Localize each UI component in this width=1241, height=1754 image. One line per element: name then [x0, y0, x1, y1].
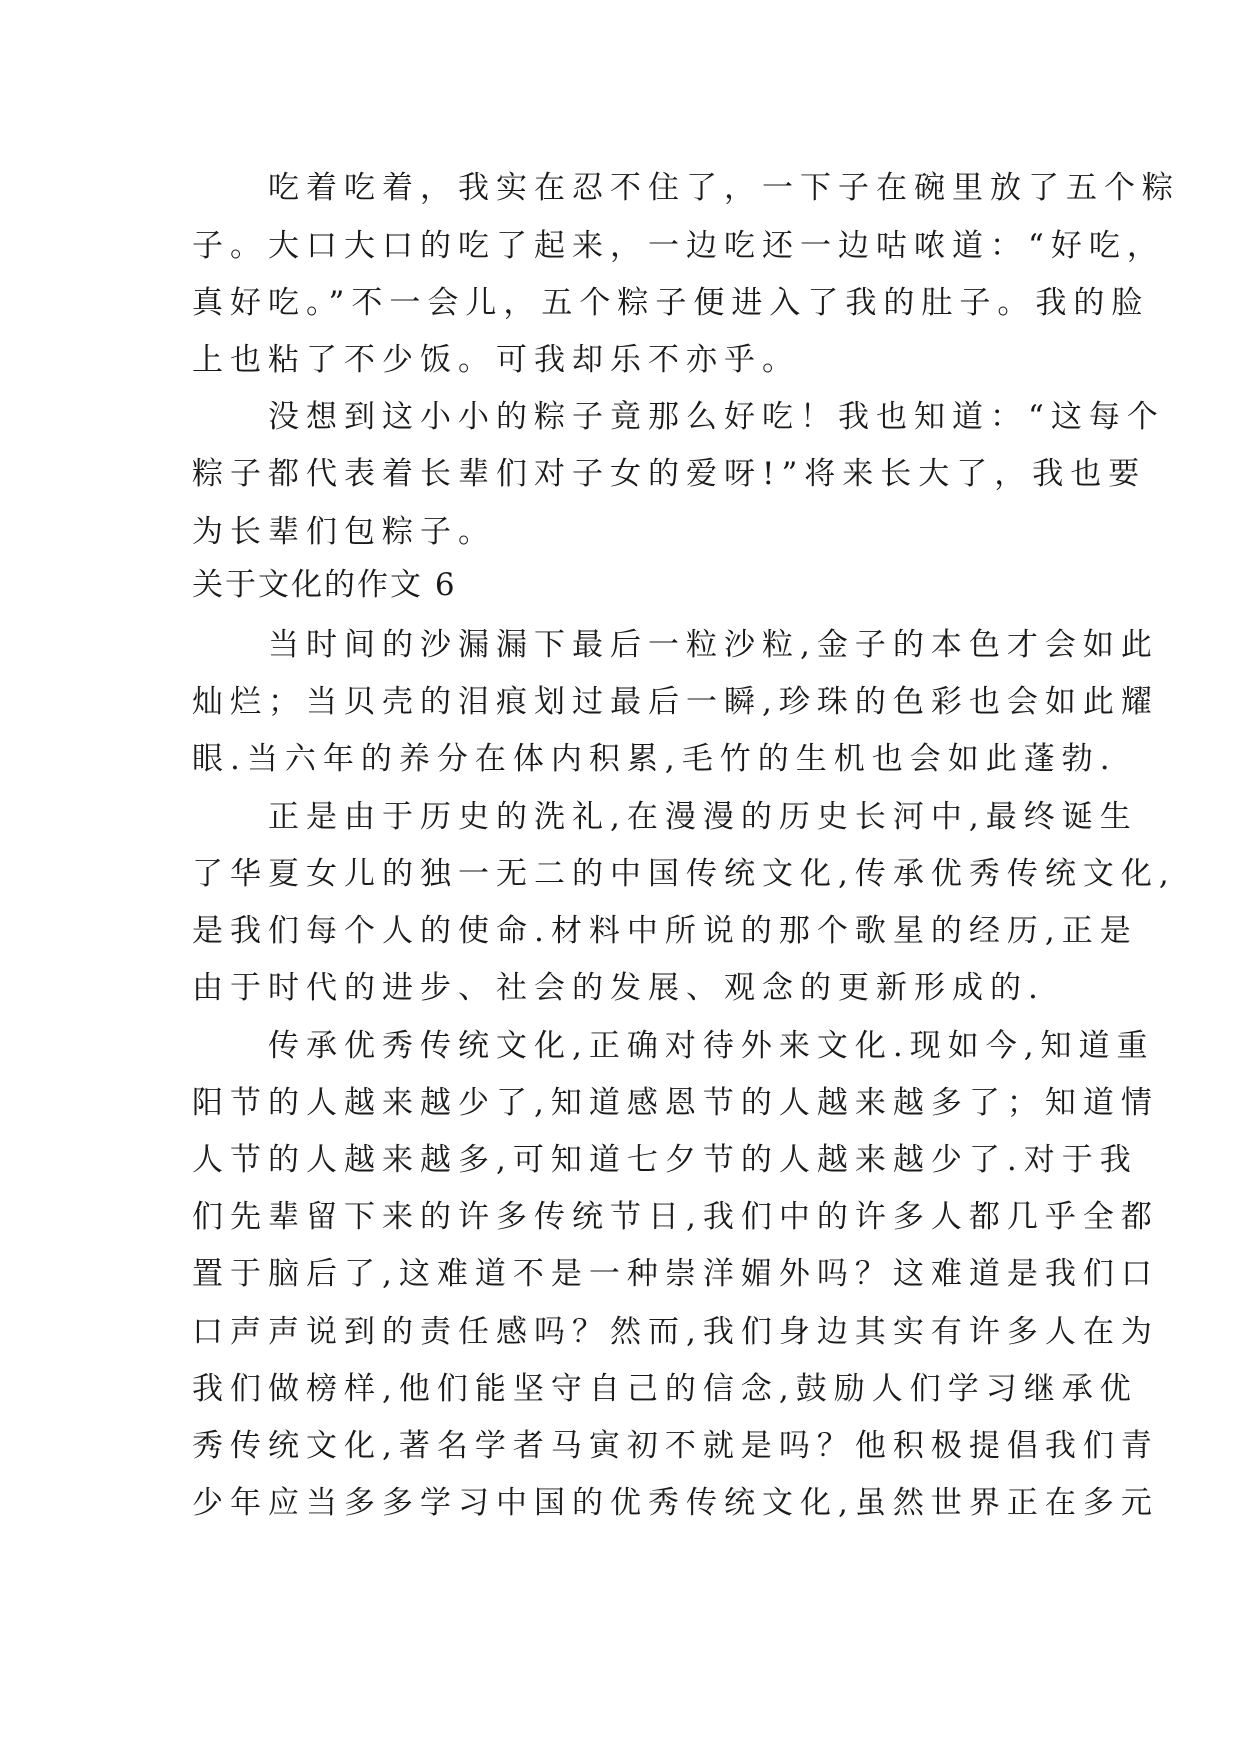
text-line: 置于脑后了,这难道不是一种崇洋媚外吗？这难道是我们口: [192, 1256, 1159, 1292]
text-line: 们先辈留下来的许多传统节日,我们中的许多人都几乎全都: [192, 1199, 1159, 1235]
text-line: 为长辈们包粽子。: [192, 514, 496, 550]
text-line: 吃着吃着，我实在忍不住了，一下子在碗里放了五个粽: [192, 170, 1180, 206]
section-heading: 关于文化的作文 6: [192, 567, 457, 603]
text-line: 没想到这小小的粽子竟那么好吃！我也知道：“这每个: [192, 399, 1165, 435]
text-line: 当时间的沙漏漏下最后一粒沙粒,金子的本色才会如此: [192, 627, 1159, 663]
text-line: 由于时代的进步、社会的发展、观念的更新形成的.: [192, 970, 1045, 1006]
text-line: 了华夏女儿的独一无二的中国传统文化,传承优秀传统文化,: [192, 856, 1176, 892]
text-line: 口声声说到的责任感吗？然而,我们身边其实有许多人在为: [192, 1314, 1159, 1350]
text-line: 粽子都代表着长辈们对子女的爱呀!”将来长大了，我也要: [192, 456, 1147, 492]
text-line: 子。大口大口的吃了起来，一边吃还一边咕哝道：“好吃，: [192, 228, 1165, 264]
text-line: 少年应当多多学习中国的优秀传统文化,虽然世界正在多元: [192, 1485, 1159, 1521]
text-line: 真好吃。”不一会儿，五个粽子便进入了我的肚子。我的脸: [192, 285, 1150, 321]
text-line: 阳节的人越来越少了,知道感恩节的人越来越多了；知道情: [192, 1085, 1159, 1121]
text-line: 眼.当六年的养分在体内积累,毛竹的生机也会如此蓬勃.: [192, 741, 1117, 777]
text-line: 秀传统文化,著名学者马寅初不就是吗？他积极提倡我们青: [192, 1428, 1159, 1464]
text-line: 灿烂；当贝壳的泪痕划过最后一瞬,珍珠的色彩也会如此耀: [192, 684, 1159, 720]
text-line: 传承优秀传统文化,正确对待外来文化.现如今,知道重: [192, 1028, 1155, 1064]
text-line: 人节的人越来越多,可知道七夕节的人越来越少了.对于我: [192, 1142, 1138, 1178]
text-line: 我们做榜样,他们能坚守自己的信念,鼓励人们学习继承优: [192, 1371, 1138, 1407]
text-line: 上也粘了不少饭。可我却乐不亦乎。: [192, 342, 800, 378]
text-line: 正是由于历史的洗礼,在漫漫的历史长河中,最终诞生: [192, 799, 1138, 835]
text-line: 是我们每个人的使命.材料中所说的那个歌星的经历,正是: [192, 913, 1138, 949]
